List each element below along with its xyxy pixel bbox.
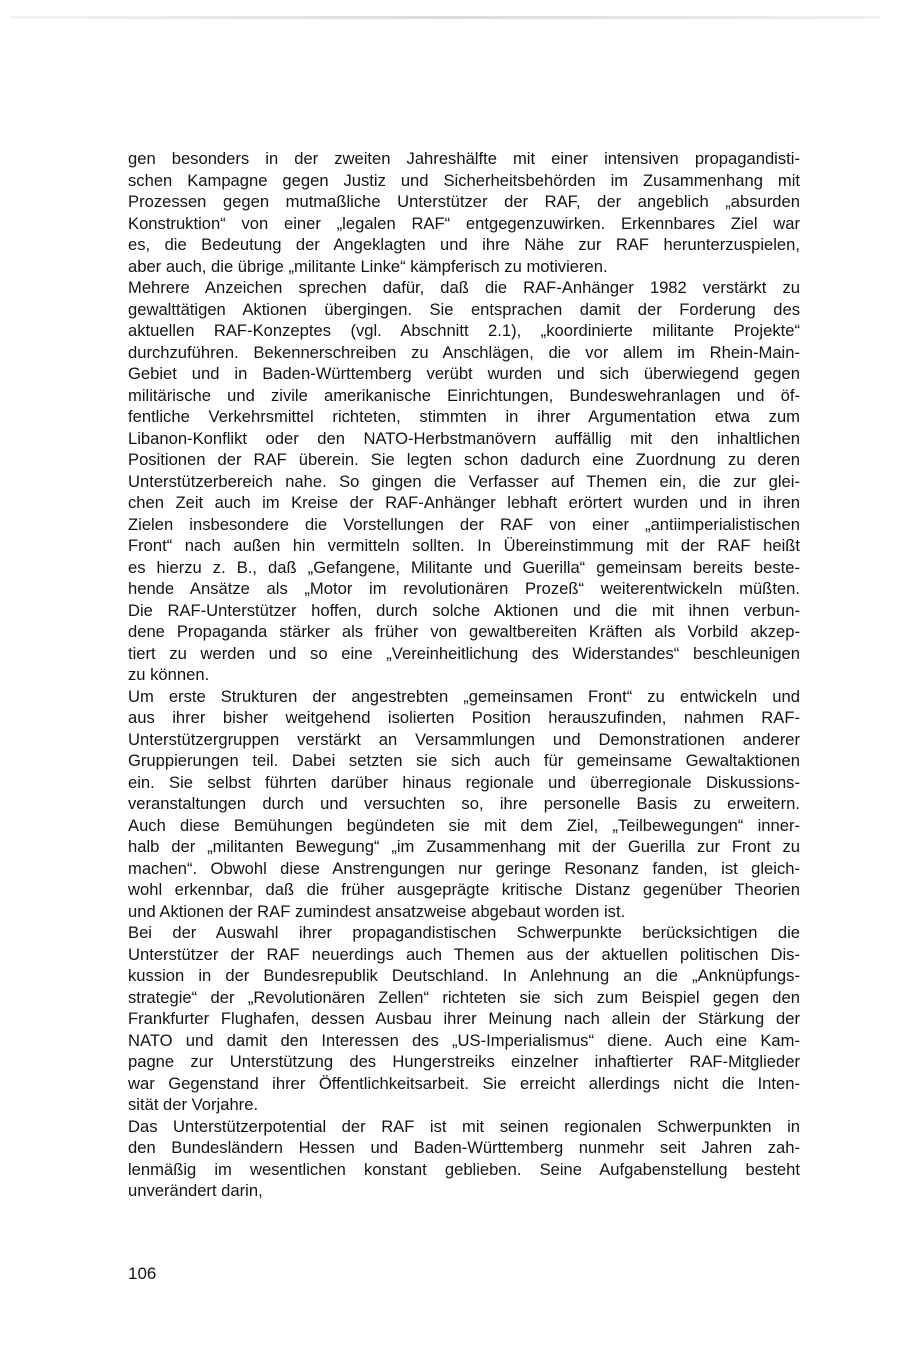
text-line: Mehrere Anzeichen sprechen dafür, daß die RAF-Anhänger 1982 verstärkt zu bbox=[128, 278, 800, 297]
text-line: zu können. bbox=[128, 665, 210, 684]
text-line: Unterstützerbereich nahe. So gingen die Verfasser auf Themen ein, die zur glei- bbox=[128, 471, 800, 491]
text-line: lenmäßig im wesentlichen konstant geblieben. Seine Aufgabenstellung besteht bbox=[128, 1159, 800, 1179]
text-line: hende Ansätze als „Motor im revolutionären Prozeß“ weiterentwickeln müßten. bbox=[128, 579, 800, 598]
text-line: Das Unterstützerpotential der RAF ist mit seinen regionalen Schwerpunkten in bbox=[128, 1116, 800, 1136]
text-line: dene Propaganda stärker als früher von gewaltbereiten Kräften als Vorbild akzep- bbox=[128, 622, 800, 641]
text-line: durchzuführen. Bekennerschreiben zu Anschlägen, die vor allem im Rhein-Main- bbox=[128, 342, 800, 362]
text-line: es, die Bedeutung der Angeklagten und ihre Nähe zur RAF herunterzuspielen, bbox=[128, 235, 800, 254]
scan-edge-rule bbox=[10, 16, 880, 19]
text-line: veranstaltungen durch und versuchten so, ihre personelle Basis zu erweitern. bbox=[128, 794, 800, 813]
text-line: Gruppierungen teil. Dabei setzten sie sich auch für gemeinsame Gewaltaktionen bbox=[128, 751, 800, 770]
text-line: wohl erkennbar, daß die früher ausgeprägte kritische Distanz gegenüber Theorien bbox=[128, 880, 800, 899]
text-line: und Aktionen der RAF zumindest ansatzweise abgebaut worden ist. bbox=[128, 901, 626, 921]
text-line: Unterstützergruppen verstärkt an Versammlungen und Demonstrationen anderer bbox=[128, 729, 800, 749]
body-text bbox=[128, 148, 800, 1202]
text-line: militärische und zivile amerikanische Einrichtungen, Bundeswehranlagen und öf- bbox=[128, 385, 800, 405]
text-line: Auch diese Bemühungen begündeten sie mit dem Ziel, „Teilbewegungen“ inner- bbox=[128, 815, 800, 835]
text-line: Konstruktion“ von einer „legalen RAF“ entgegenzuwirken. Erkennbares Ziel war bbox=[128, 213, 800, 233]
text-line: chen Zeit auch im Kreise der RAF-Anhänger lebhaft erörtert wurden und in ihren bbox=[128, 493, 800, 512]
text-line: Zielen insbesondere die Vorstellungen der RAF von einer „antiimperialistischen bbox=[128, 514, 800, 534]
text-line: kussion in der Bundesrepublik Deutschland. In Anlehnung an die „Anknüpfungs- bbox=[128, 966, 800, 985]
text-line: gewalttätigen Aktionen übergingen. Sie entsprachen damit der Forderung des bbox=[128, 299, 800, 319]
text-line: fentliche Verkehrsmittel richteten, stimmten in ihrer Argumentation etwa zum bbox=[128, 407, 800, 426]
text-line: tiert zu werden und so eine „Vereinheitlichung des Widerstandes“ beschleunigen bbox=[128, 643, 800, 663]
text-line: unverändert darin, bbox=[128, 1181, 263, 1200]
text-line: Prozessen gegen mutmaßliche Unterstützer der RAF, der angeblich „absurden bbox=[128, 192, 800, 211]
text-line: Bei der Auswahl ihrer propagandistischen Schwerpunkte berücksichtigen die bbox=[128, 923, 800, 942]
text-line: ein. Sie selbst führten darüber hinaus regionale und überregionale Diskussions- bbox=[128, 772, 800, 792]
text-line: Um erste Strukturen der angestrebten „gemeinsamen Front“ zu entwickeln und bbox=[128, 686, 800, 706]
text-line: halb der „militanten Bewegung“ „im Zusammenhang mit der Guerilla zur Front zu bbox=[128, 837, 800, 856]
text-line: gen besonders in der zweiten Jahreshälfte mit einer intensiven propagandisti- bbox=[128, 149, 800, 168]
text-line: Positionen der RAF überein. Sie legten schon dadurch eine Zuordnung zu deren bbox=[128, 450, 800, 469]
text-line: Front“ nach außen hin vermitteln sollten. In Übereinstimmung mit der RAF heißt bbox=[128, 536, 800, 555]
text-line: strategie“ der „Revolutionären Zellen“ richteten sie sich zum Beispiel gegen den bbox=[128, 987, 800, 1007]
text-line: machen“. Obwohl diese Anstrengungen nur geringe Resonanz fanden, ist gleich- bbox=[128, 858, 800, 878]
text-line: war Gegenstand ihrer Öffentlichkeitsarbeit. Sie erreicht allerdings nicht die Inten- bbox=[128, 1073, 800, 1093]
text-line: aus ihrer bisher weitgehend isolierten Position herauszufinden, nahmen RAF- bbox=[128, 708, 800, 727]
text-line: den Bundesländern Hessen und Baden-Württemberg nunmehr seit Jahren zah- bbox=[128, 1138, 800, 1157]
text-line: Gebiet und in Baden-Württemberg verübt wurden und sich überwiegend gegen bbox=[128, 364, 800, 383]
page-number: 106 bbox=[128, 1264, 157, 1283]
text-line: schen Kampagne gegen Justiz und Sicherheitsbehörden im Zusammenhang mit bbox=[128, 170, 800, 190]
text-line: Frankfurter Flughafen, dessen Ausbau ihrer Meinung nach allein der Stärkung der bbox=[128, 1009, 800, 1028]
text-line: pagne zur Unterstützung des Hungerstreiks einzelner inhaftierter RAF-Mitglieder bbox=[128, 1052, 800, 1071]
text-line: aber auch, die übrige „militante Linke“ kämpferisch zu motivieren. bbox=[128, 256, 608, 276]
text-line: sität der Vorjahre. bbox=[128, 1095, 259, 1114]
text-line: Die RAF-Unterstützer hoffen, durch solche Aktionen und die mit ihnen verbun- bbox=[128, 600, 800, 620]
text-line: NATO und damit den Interessen des „US-Imperialismus“ diene. Auch eine Kam- bbox=[128, 1030, 800, 1050]
text-line: Unterstützer der RAF neuerdings auch Themen aus der aktuellen politischen Dis- bbox=[128, 944, 800, 964]
text-line: Libanon-Konflikt oder den NATO-Herbstmanövern auffällig mit den inhaltlichen bbox=[128, 428, 800, 448]
text-line: aktuellen RAF-Konzeptes (vgl. Abschnitt 2.1), „koordinierte militante Projekte“ bbox=[128, 321, 800, 340]
text-line: es hierzu z. B., daß „Gefangene, Militante und Guerilla“ gemeinsam bereits beste- bbox=[128, 557, 800, 577]
